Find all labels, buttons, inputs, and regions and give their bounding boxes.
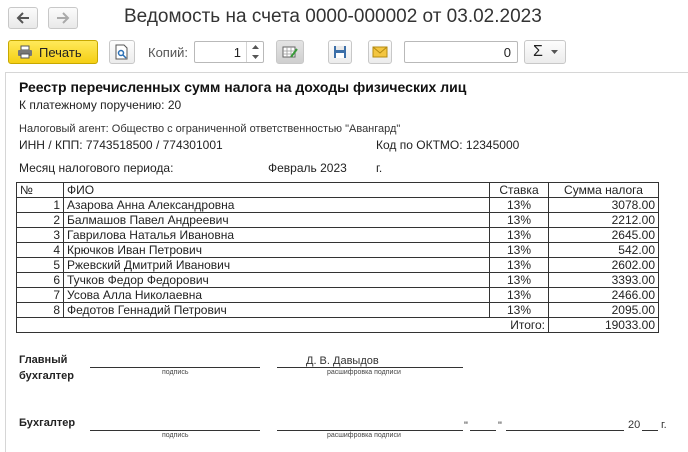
save-button[interactable] <box>328 40 352 64</box>
chief-signature-line <box>90 367 260 368</box>
copies-label: Копий: <box>148 45 188 60</box>
table-row[interactable] <box>17 213 659 228</box>
table-edit-icon <box>282 45 298 59</box>
row-rate: 13% <box>490 288 549 303</box>
header-num: № <box>17 183 64 198</box>
row-rate: 13% <box>490 243 549 258</box>
sheet-left-border <box>5 72 6 452</box>
total-value: 19033.00 <box>549 318 659 333</box>
oktmo-code: Код по ОКТМО: 12345000 <box>376 138 520 152</box>
edit-mode-button[interactable] <box>276 40 304 64</box>
date-quote-open: " <box>464 420 468 432</box>
row-fio: Гаврилова Наталья Ивановна <box>64 228 490 243</box>
row-num: 1 <box>17 198 64 213</box>
chief-line1: Главный <box>19 354 68 366</box>
toolbar <box>0 36 688 70</box>
chief-accountant-label <box>19 352 74 384</box>
chief-decode-line <box>277 367 463 368</box>
accountant-decode-caption: расшифровка подписи <box>327 432 401 439</box>
row-sum: 2466.00 <box>549 288 659 303</box>
print-button[interactable] <box>8 40 98 64</box>
row-num: 8 <box>17 303 64 318</box>
date-year-line <box>642 430 658 431</box>
chevron-up-icon[interactable] <box>247 42 263 52</box>
row-num: 4 <box>17 243 64 258</box>
row-num: 6 <box>17 273 64 288</box>
selected-sum-value: 0 <box>503 45 511 60</box>
period-suffix: г. <box>376 161 383 175</box>
date-year-prefix: 20 <box>628 419 641 431</box>
row-rate: 13% <box>490 273 549 288</box>
chief-decode-caption: расшифровка подписи <box>327 369 401 376</box>
date-month-line <box>506 430 624 431</box>
selected-sum-field[interactable] <box>404 41 518 63</box>
accountant-signature-line <box>90 430 260 431</box>
chief-line2: бухгалтер <box>19 370 74 382</box>
row-num: 3 <box>17 228 64 243</box>
date-quote-close: " <box>498 420 502 432</box>
send-email-button[interactable] <box>368 40 392 64</box>
arrow-right-icon <box>56 12 70 24</box>
print-label: Печать <box>39 44 82 60</box>
table-row[interactable] <box>17 273 659 288</box>
table-header-row <box>17 183 659 198</box>
forward-button[interactable] <box>48 7 78 29</box>
total-label: Итого: <box>490 318 549 333</box>
row-fio: Ржевский Дмитрий Иванович <box>64 258 490 273</box>
row-sum: 2602.00 <box>549 258 659 273</box>
page-preview-icon <box>115 44 129 60</box>
accountant-sign-caption: подпись <box>162 432 189 439</box>
stepper-arrows[interactable] <box>246 42 263 62</box>
total-empty <box>64 318 490 333</box>
table-total-row <box>17 318 659 333</box>
floppy-disk-icon <box>333 45 347 59</box>
row-sum: 2095.00 <box>549 303 659 318</box>
printer-icon <box>17 45 33 59</box>
row-rate: 13% <box>490 258 549 273</box>
table-row[interactable] <box>17 228 659 243</box>
inn-kpp: ИНН / КПП: 7743518500 / 774301001 <box>19 138 223 152</box>
copies-value: 1 <box>233 45 241 60</box>
period-value: Февраль 2023 <box>268 161 347 175</box>
row-sum: 3078.00 <box>549 198 659 213</box>
header-rate: Ставка <box>490 183 549 198</box>
row-num: 2 <box>17 213 64 228</box>
header-sum: Сумма налога <box>549 183 659 198</box>
table-row[interactable] <box>17 243 659 258</box>
row-num: 7 <box>17 288 64 303</box>
row-fio: Усова Алла Николаевна <box>64 288 490 303</box>
period-label: Месяц налогового периода: <box>19 161 174 175</box>
row-sum: 2212.00 <box>549 213 659 228</box>
row-rate: 13% <box>490 303 549 318</box>
table-row[interactable] <box>17 303 659 318</box>
back-button[interactable] <box>8 7 38 29</box>
preview-button[interactable] <box>109 40 135 64</box>
tax-agent: Налоговый агент: Общество с ограниченной ответственностью "Авангард" <box>19 123 401 135</box>
payment-order: К платежному поручению: 20 <box>19 98 182 112</box>
chief-name: Д. В. Давыдов <box>306 355 379 367</box>
table-row[interactable] <box>17 198 659 213</box>
table-row[interactable] <box>17 288 659 303</box>
row-fio: Тучков Федор Федорович <box>64 273 490 288</box>
tax-table <box>16 182 659 333</box>
date-day-line <box>470 430 496 431</box>
sigma-icon: Σ <box>533 43 543 60</box>
accountant-decode-line <box>277 430 463 431</box>
spreadsheet-document[interactable] <box>0 70 688 450</box>
window-title-bar <box>0 0 688 36</box>
sheet-top-border <box>5 72 688 73</box>
header-fio: ФИО <box>64 183 490 198</box>
row-sum: 542.00 <box>549 243 659 258</box>
report-title: Реестр перечисленных сумм налога на доходы физических лиц <box>19 79 467 95</box>
row-sum: 3393.00 <box>549 273 659 288</box>
sum-menu-button[interactable] <box>524 40 566 64</box>
row-sum: 2645.00 <box>549 228 659 243</box>
copies-stepper[interactable] <box>194 41 264 63</box>
chevron-down-icon[interactable] <box>247 52 263 62</box>
row-rate: 13% <box>490 213 549 228</box>
row-rate: 13% <box>490 228 549 243</box>
table-row[interactable] <box>17 258 659 273</box>
row-fio: Балмашов Павел Андреевич <box>64 213 490 228</box>
arrow-left-icon <box>16 12 30 24</box>
row-fio: Федотов Геннадий Петрович <box>64 303 490 318</box>
window-title: Ведомость на счета 0000-000002 от 03.02.2023 <box>124 6 542 27</box>
date-year-suffix: г. <box>661 419 667 431</box>
total-empty <box>17 318 64 333</box>
row-fio: Крючков Иван Петрович <box>64 243 490 258</box>
chief-sign-caption: подпись <box>162 369 189 376</box>
chevron-down-icon <box>551 50 558 54</box>
row-rate: 13% <box>490 198 549 213</box>
row-num: 5 <box>17 258 64 273</box>
envelope-icon <box>372 46 388 58</box>
row-fio: Азарова Анна Александровна <box>64 198 490 213</box>
accountant-label: Бухгалтер <box>19 417 76 429</box>
